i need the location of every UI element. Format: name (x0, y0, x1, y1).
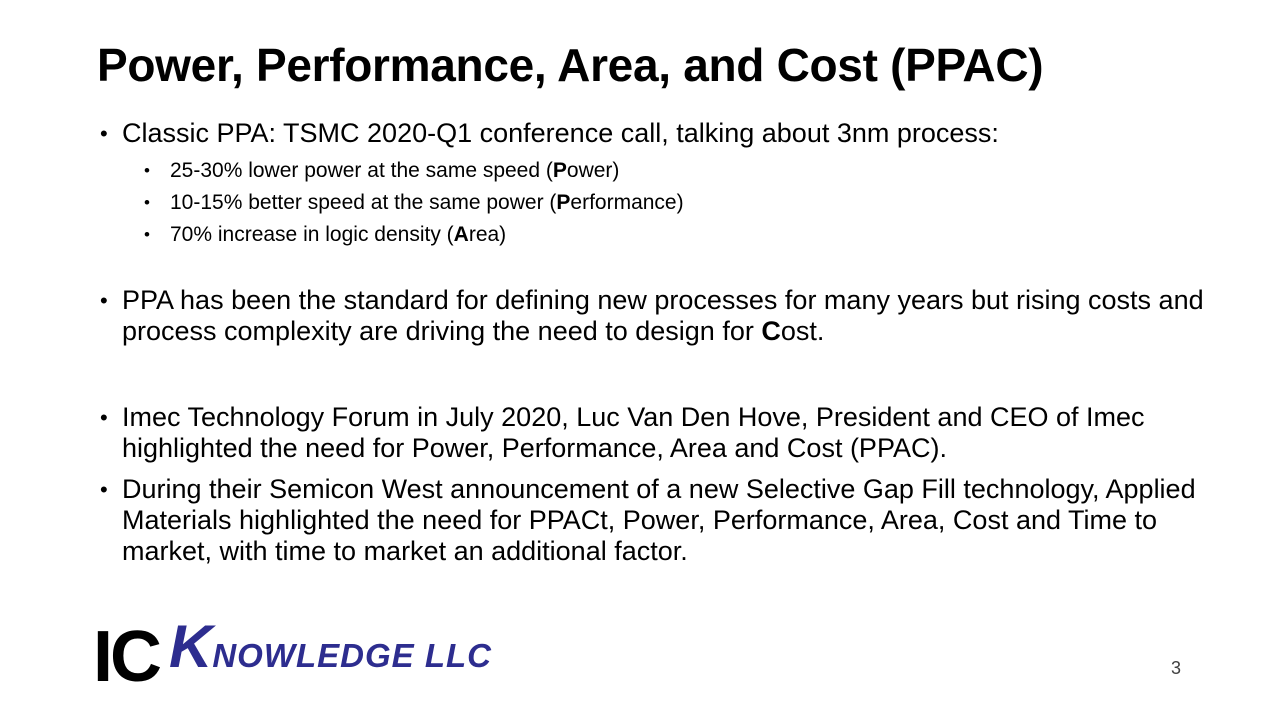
emphasis-letter: P (552, 159, 567, 182)
sub-bullet-text: ower) (566, 159, 620, 182)
logo-rest-letters: NOWLEDGE LLC (212, 637, 492, 674)
logo-k-letter: K (169, 613, 213, 680)
bullet-dot: • (144, 161, 150, 180)
emphasis-letter: C (761, 316, 781, 346)
sub-bullet-text: 70% increase in logic density ( (170, 223, 454, 246)
bullet-text: PPA has been the standard for defining new processes for many years but rising costs and process complexity are driving the need to design for (122, 285, 1204, 346)
page-number: 3 (1171, 658, 1182, 678)
sub-bullet-text: rea) (468, 223, 507, 246)
bullet-text: During their Semicon West announcement of a new Selective Gap Fill technology, Applied Materials highlighted the need for PPACt, Power, Performance, Area, Cost and Time to market, with time to market an additional factor. (122, 474, 1196, 566)
slide-title: Power, Performance, Area, and Cost (PPAC) (97, 39, 1044, 91)
bullet-dot: • (144, 193, 150, 212)
emphasis-letter: P (556, 191, 571, 214)
sub-bullet-text: erformance) (570, 191, 684, 214)
bullet-text: ost. (780, 316, 825, 346)
emphasis-letter: A (453, 223, 469, 246)
sub-bullet-text: 25-30% lower power at the same speed ( (170, 159, 553, 182)
logo-ic-text: IC (93, 617, 159, 697)
bullet-dot: • (144, 225, 150, 244)
bullet-dot: • (100, 121, 108, 146)
bullet-dot: • (100, 288, 108, 313)
bullet-classic-ppa (100, 118, 1210, 251)
bullet-semicon-west (100, 474, 1210, 567)
bullet-dot: • (100, 477, 108, 502)
sub-bullet-performance (144, 187, 1210, 219)
sub-bullet-power (144, 155, 1210, 187)
sub-bullet-area (144, 219, 1210, 251)
sub-bullet-text: 10-15% better speed at the same power ( (170, 191, 557, 214)
bullet-ppa-standard (100, 285, 1210, 347)
bullet-list (100, 118, 1210, 567)
bullet-imec-forum (100, 402, 1210, 464)
logo-knowledge-text (169, 613, 492, 688)
bullet-dot: • (100, 405, 108, 430)
bullet-text: Classic PPA: TSMC 2020-Q1 conference call, talking about 3nm process: (122, 118, 999, 148)
sub-bullet-list (144, 155, 1210, 251)
ic-knowledge-logo (93, 613, 492, 697)
bullet-text: Imec Technology Forum in July 2020, Luc Van Den Hove, President and CEO of Imec highlighted the need for Power, Performance, Area and Cost (PPAC). (122, 402, 1145, 463)
